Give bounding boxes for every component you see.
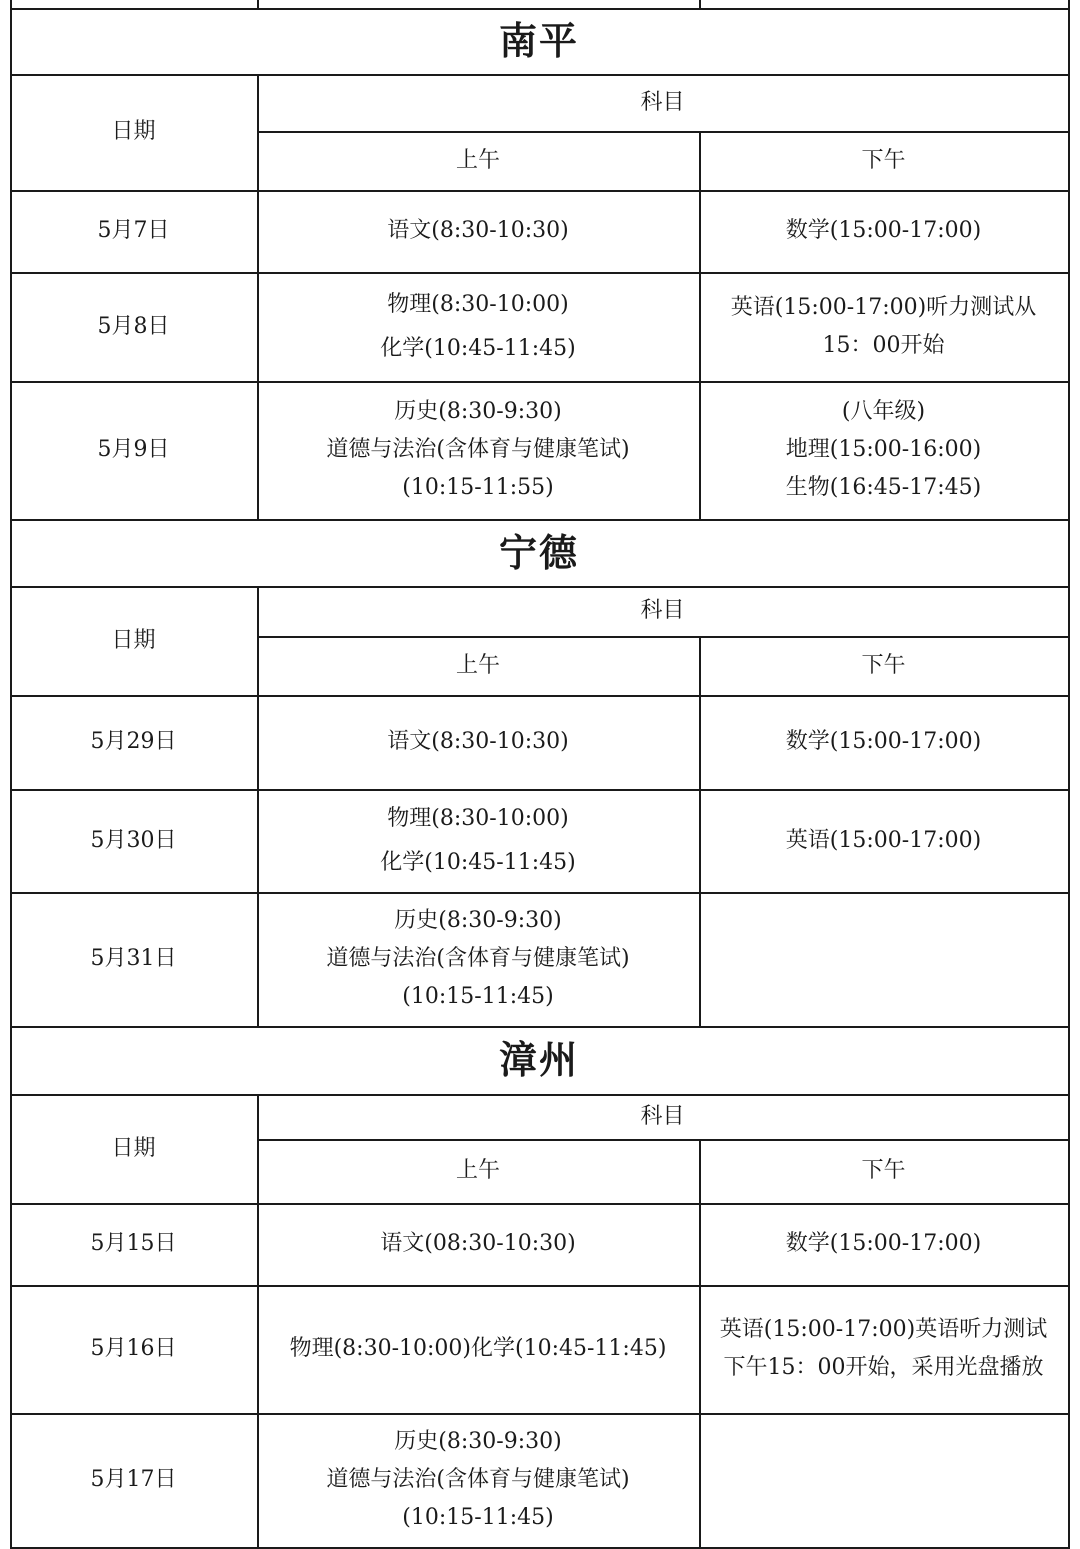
exam-date-cell bbox=[10, 695, 257, 789]
morning-subjects-cell bbox=[257, 272, 699, 381]
exam-date-cell bbox=[10, 892, 257, 1026]
morning-subjects-cell-line: 化学(10:45-11:45) bbox=[380, 849, 576, 875]
subject-header-text: 科目 bbox=[640, 89, 685, 115]
morning-header bbox=[257, 636, 699, 695]
morning-subjects-cell-line: 化学(10:45-11:45) bbox=[380, 335, 576, 361]
city-title bbox=[10, 8, 1068, 74]
morning-subjects-cell-line: 物理(8:30-10:00) bbox=[387, 291, 569, 317]
afternoon-subjects-cell bbox=[699, 1413, 1068, 1547]
exam-date-cell-text: 5月29日 bbox=[90, 729, 177, 754]
morning-subjects-cell bbox=[257, 1203, 699, 1285]
date-header bbox=[10, 1094, 257, 1203]
afternoon-subjects-cell-line: 数学(15:00-17:00) bbox=[785, 729, 982, 754]
exam-date-cell-text: 5月30日 bbox=[90, 827, 177, 853]
morning-subjects-cell bbox=[257, 695, 699, 789]
subject-header bbox=[257, 586, 1068, 636]
morning-subjects-cell bbox=[257, 789, 699, 892]
afternoon-subjects-cell-line: 地理(15:00-16:00) bbox=[785, 437, 982, 462]
afternoon-subjects-cell-line: (八年级) bbox=[841, 399, 926, 424]
exam-date-cell bbox=[10, 789, 257, 892]
table-border-right bbox=[1068, 8, 1070, 519]
subject-header-text: 科目 bbox=[640, 598, 685, 623]
column-divider bbox=[257, 0, 259, 8]
afternoon-subjects-cell bbox=[699, 1285, 1068, 1413]
date-header-text: 日期 bbox=[111, 1135, 156, 1161]
afternoon-subjects-cell-line: 数学(15:00-17:00) bbox=[785, 1231, 982, 1256]
afternoon-subjects-cell bbox=[699, 695, 1068, 789]
city-title-text: 南平 bbox=[498, 18, 579, 63]
afternoon-subjects-cell-line: 英语(15:00-17:00)听力测试从 bbox=[730, 294, 1037, 320]
afternoon-subjects-cell-line: 英语(15:00-17:00)英语听力测试 bbox=[719, 1317, 1048, 1342]
morning-subjects-cell-line: (10:15-11:45) bbox=[402, 984, 554, 1009]
afternoon-subjects-cell-line: 数学(15:00-17:00) bbox=[785, 218, 982, 243]
subject-header bbox=[257, 74, 1068, 131]
afternoon-subjects-cell bbox=[699, 272, 1068, 381]
table-border-right bbox=[1068, 1026, 1070, 1547]
exam-date-cell bbox=[10, 1203, 257, 1285]
afternoon-subjects-cell bbox=[699, 190, 1068, 272]
morning-subjects-cell-line: 历史(8:30-9:30) bbox=[394, 1429, 562, 1454]
morning-header-text: 上午 bbox=[455, 147, 500, 173]
morning-subjects-cell-line: 历史(8:30-9:30) bbox=[394, 399, 562, 424]
morning-subjects-cell-line: 物理(8:30-10:00)化学(10:45-11:45) bbox=[289, 1336, 667, 1361]
afternoon-subjects-cell bbox=[699, 1203, 1068, 1285]
morning-subjects-cell bbox=[257, 190, 699, 272]
city-title-text: 宁德 bbox=[498, 529, 579, 575]
date-header bbox=[10, 586, 257, 695]
morning-header bbox=[257, 131, 699, 190]
afternoon-subjects-cell-line: 下午15：00开始，采用光盘播放 bbox=[723, 1355, 1044, 1380]
afternoon-subjects-cell-line: 英语(15:00-17:00) bbox=[785, 827, 982, 853]
exam-date-cell-text: 5月15日 bbox=[90, 1231, 177, 1256]
afternoon-subjects-cell bbox=[699, 789, 1068, 892]
morning-header-text: 上午 bbox=[455, 1158, 500, 1183]
subject-header-text: 科目 bbox=[640, 1103, 685, 1129]
afternoon-header bbox=[699, 131, 1068, 190]
morning-header-text: 上午 bbox=[455, 652, 500, 678]
exam-date-cell bbox=[10, 1285, 257, 1413]
morning-subjects-cell-line: 语文(08:30-10:30) bbox=[380, 1231, 576, 1256]
afternoon-subjects-cell bbox=[699, 892, 1068, 1026]
afternoon-header-text: 下午 bbox=[861, 1158, 906, 1183]
morning-subjects-cell bbox=[257, 1413, 699, 1547]
afternoon-subjects-cell bbox=[699, 381, 1068, 519]
morning-subjects-cell-line: 道德与法治(含体育与健康笔试) bbox=[326, 437, 630, 462]
exam-date-cell bbox=[10, 190, 257, 272]
morning-subjects-cell-line: 物理(8:30-10:00) bbox=[387, 805, 569, 831]
morning-subjects-cell-line: 历史(8:30-9:30) bbox=[394, 908, 562, 933]
exam-date-cell-text: 5月9日 bbox=[97, 437, 170, 462]
morning-subjects-cell-line: 道德与法治(含体育与健康笔试) bbox=[326, 946, 630, 971]
exam-date-cell bbox=[10, 381, 257, 519]
date-header-text: 日期 bbox=[111, 627, 156, 653]
morning-subjects-cell-line: 语文(8:30-10:30) bbox=[387, 218, 569, 243]
column-divider bbox=[699, 0, 701, 8]
afternoon-header-text: 下午 bbox=[861, 652, 906, 678]
exam-date-cell bbox=[10, 272, 257, 381]
exam-date-cell bbox=[10, 1413, 257, 1547]
date-header bbox=[10, 74, 257, 190]
afternoon-header bbox=[699, 636, 1068, 695]
exam-date-cell-text: 5月7日 bbox=[97, 218, 170, 243]
city-title-text: 漳州 bbox=[498, 1037, 579, 1082]
afternoon-header bbox=[699, 1139, 1068, 1203]
exam-date-cell-text: 5月16日 bbox=[90, 1336, 177, 1361]
morning-subjects-cell-line: (10:15-11:45) bbox=[402, 1505, 554, 1530]
morning-subjects-cell-line: (10:15-11:55) bbox=[402, 475, 554, 500]
morning-subjects-cell bbox=[257, 892, 699, 1026]
morning-subjects-cell-line: 语文(8:30-10:30) bbox=[387, 729, 569, 754]
table-border-right bbox=[1068, 519, 1070, 1026]
subject-header bbox=[257, 1094, 1068, 1139]
exam-date-cell-text: 5月17日 bbox=[90, 1467, 177, 1492]
city-title bbox=[10, 1026, 1068, 1094]
city-title bbox=[10, 519, 1068, 586]
afternoon-subjects-cell-line: 生物(16:45-17:45) bbox=[785, 475, 982, 500]
exam-date-cell-text: 5月31日 bbox=[90, 946, 177, 971]
exam-date-cell-text: 5月8日 bbox=[97, 313, 170, 339]
morning-subjects-cell bbox=[257, 1285, 699, 1413]
morning-header bbox=[257, 1139, 699, 1203]
morning-subjects-cell bbox=[257, 381, 699, 519]
afternoon-subjects-cell-line: 15：00开始 bbox=[822, 332, 945, 358]
date-header-text: 日期 bbox=[111, 119, 156, 144]
afternoon-header-text: 下午 bbox=[861, 147, 906, 173]
morning-subjects-cell-line: 道德与法治(含体育与健康笔试) bbox=[326, 1467, 630, 1492]
